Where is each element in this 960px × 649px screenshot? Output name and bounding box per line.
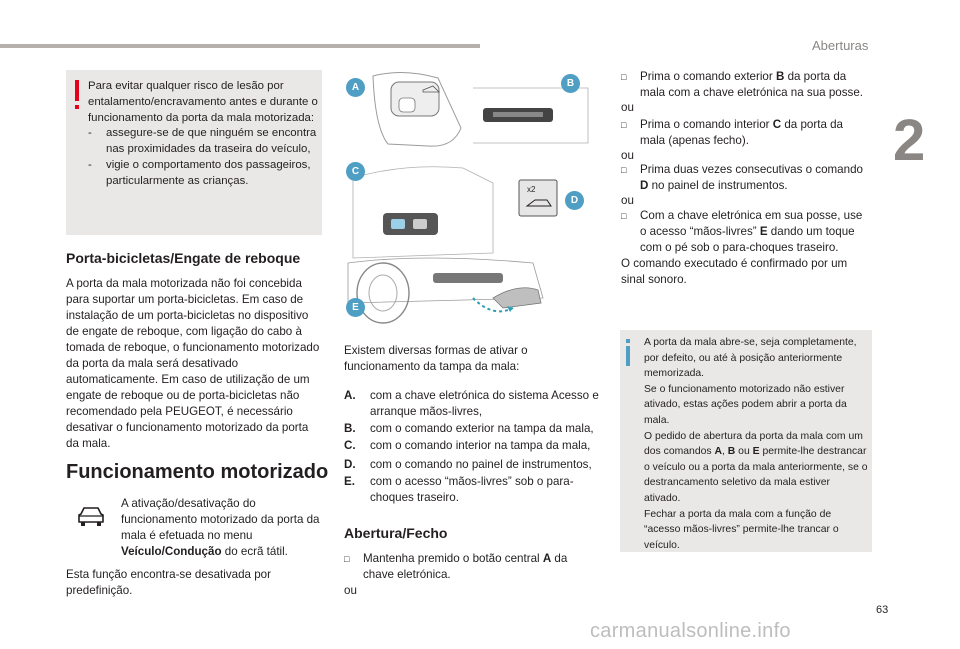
ways-item: C. com o comando interior na tampa da mala, [344, 439, 591, 452]
label-e: E [346, 298, 365, 317]
car-icon [76, 505, 106, 529]
chapter-number: 2 [893, 108, 926, 173]
label-c: C [346, 162, 365, 181]
open-step: □ Mantenha premido o botão central A da chave eletrónica. [344, 552, 568, 581]
page-number: 63 [876, 604, 889, 616]
open-step: □ Com a chave eletrónica em sua posse, use o acesso “mãos-livres” E dando um toque com o pé sob o para-choques traseiro. [621, 209, 863, 254]
or-text: ou [621, 194, 634, 207]
watermark: carmanualsonline.info [590, 620, 791, 642]
warning-item: - assegure-se de que ninguém se encontra nas proximidades da traseira do veículo, [88, 127, 317, 156]
header-bar [0, 44, 480, 48]
confirm-text: O comando executado é confirmado por um sinal sonoro. [621, 257, 848, 286]
open-step: □ Prima o comando interior C da porta da mala (apenas fecho). [621, 118, 844, 147]
label-a: A [346, 78, 365, 97]
ways-item: A. com a chave eletrónica do sistema Acesso e arranque mãos-livres, [344, 389, 599, 418]
svg-text:x2: x2 [527, 185, 536, 194]
warning-icon [75, 80, 79, 110]
label-b: B [561, 74, 580, 93]
func-text: A ativação/desativação do funcionamento motorizado da porta da mala é efetuada no menu Veículo/Condução do ecrã tátil. [121, 497, 320, 558]
label-d: D [565, 191, 584, 210]
func-title: Funcionamento motorizado [66, 461, 329, 483]
ways-intro: Existem diversas formas de ativar o funcionamento da tampa da mala: [344, 344, 528, 373]
warning-item: - vigie o comportamento dos passageiros, particularmente as crianças. [88, 158, 311, 187]
open-step: □ Prima duas vezes consecutivas o comando D no painel de instrumentos. [621, 163, 863, 192]
info-text: A porta da mala abre-se, seja completamente, por defeito, ou até à posição anteriormente memorizada. Se o funcionamento motorizado não estiver ativado, estas ações podem abrir a porta da mala. O pedido de abertura da porta da mala com um dos comandos A, B ou E permite-lhe destrancar o veículo ou a porta da mala anteriormente, se o destrancamento seletivo da mala estiver ativado. Fechar a porta da mala com a função de “acesso mãos-livres” permite-lhe trancar o veículo. [644, 337, 868, 551]
ways-item: B. com o comando exterior na tampa da mala, [344, 422, 594, 435]
or-text: ou [344, 584, 357, 597]
or-text: ou [621, 101, 634, 114]
warning-intro: Para evitar qualquer risco de lesão por entalamento/encravamento antes e durante o funcionamento da porta da mala motorizada: [88, 80, 318, 124]
tailgate-drawing [343, 68, 600, 330]
tailgate-illustration [343, 68, 600, 330]
info-box [620, 330, 872, 552]
ways-item: D. com o comando no painel de instrumentos, [344, 458, 592, 471]
warning-box [66, 70, 322, 235]
open-step: □ Prima o comando exterior B da porta da mala com a chave eletrónica na sua posse. [621, 70, 863, 99]
bike-title: Porta-bicicletas/Engate de reboque [66, 250, 301, 266]
ways-item: E. com o acesso “mãos-livres” sob o para-choques traseiro. [344, 475, 574, 504]
info-icon [626, 339, 630, 367]
warning-text [88, 79, 318, 190]
or-text: ou [621, 149, 634, 162]
section-title: Aberturas [812, 38, 869, 53]
bike-text: A porta da mala motorizada não foi concebida para suportar um porta-bicicletas. Em caso de instalação de um porta-bicicletas no dispositivo de engate de reboque, com ligação do cabo à tomada de reboque, o funcionamento motorizado da porta da mala será desativado automaticamente. Em caso de utilização de um engate de reboque ou de porta-bicicletas não recomendado pela PEUGEOT, é necessário desativar o funcionamento motorizado da porta da mala. [66, 277, 320, 450]
open-title: Abertura/Fecho [344, 525, 448, 541]
func-disabled-note: Esta função encontra-se desativada por predefinição. [66, 568, 271, 597]
